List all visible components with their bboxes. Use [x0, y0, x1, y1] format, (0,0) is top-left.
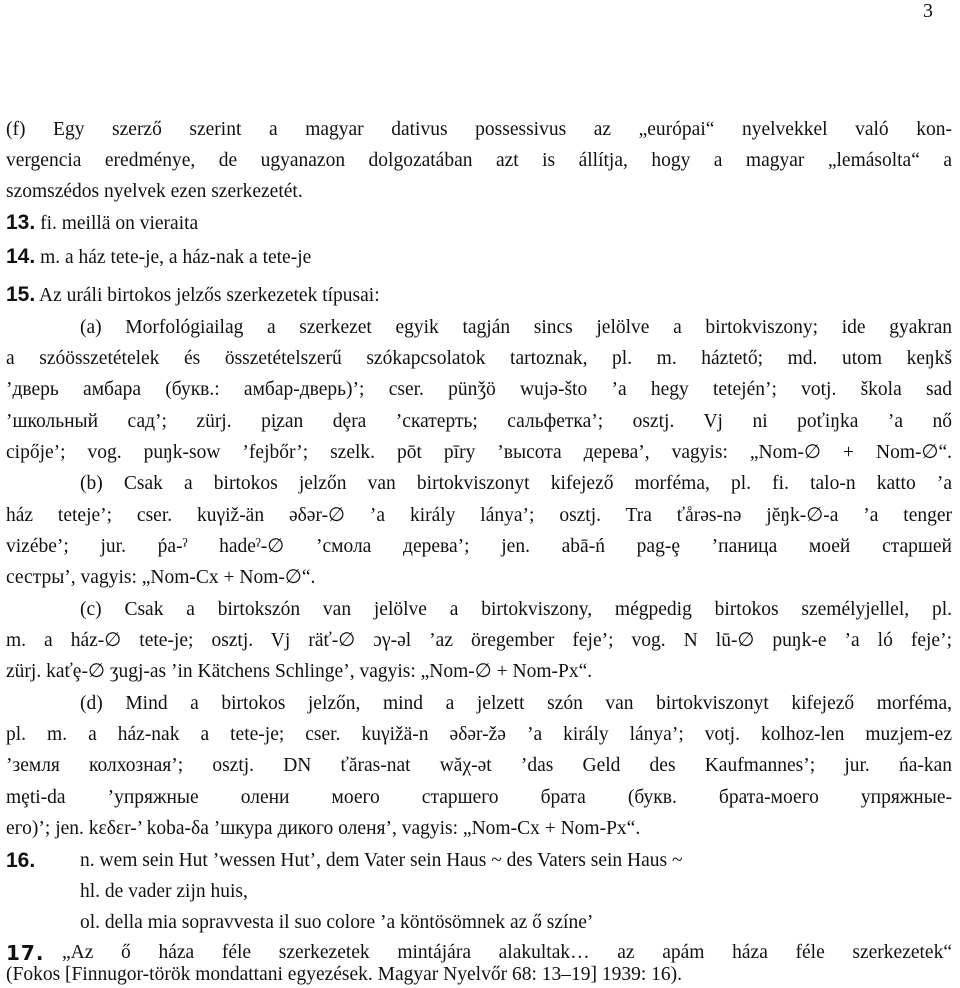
- text-line: ’дверь амбара (букв.: амбар-дверь)’; cser. pünǯö wujə-što ’a hegy tetején’; votj. škola sad: [6, 379, 952, 400]
- text-line: m. a ház-∅ tete-je; osztj. Vj räť-∅ ɔγ-əl ’az öregember feje’; vog. N lū-∅ puŋk-e ’a ló feje’;: [6, 630, 952, 651]
- item-text: m. a ház tete-je, a ház-nak a tete-je: [40, 247, 312, 268]
- text-line: ol. della mia sopravvesta il suo colore ’a köntösömnek az ő színe’: [80, 912, 594, 933]
- page-number: 3: [923, 0, 933, 22]
- text-line: ’школьный сад’; zürj. pi̮zan dȩra ’скатерть; сальфетка’; osztj. Vj ni poťiŋka ’a nő: [6, 411, 952, 432]
- item-13: [6, 210, 198, 237]
- item-15: [6, 282, 380, 309]
- text-line: ház teteje’; cser. kuγiž-än əδər-∅ ’a király lánya’; osztj. Tra ťårəs-nə jĕŋk-∅-a ’a tenger: [6, 505, 952, 526]
- text-line: mȩti-da ’упряжные олени моего старшего брата (букв. брата-моего упряжные-: [6, 787, 952, 808]
- text-line: ’земля колхозная’; osztj. DN ťăras-nat wăχ-ət ’das Geld des Kaufmannes’; jur. ńa-kan: [6, 755, 952, 776]
- text-line: сестры’, vagyis: „Nom-Cx + Nom-∅“.: [6, 567, 316, 588]
- text-line: szomszédos nyelvek ezen szerkezetét.: [6, 181, 303, 202]
- text-line: (a) Morfológiailag a szerkezet egyik tagján sincs jelölve a birtokviszony; ide gyakran: [80, 317, 952, 338]
- text-line: (d) Mind a birtokos jelzőn, mind a jelzett szón van birtokviszonyt kifejező morféma,: [80, 693, 952, 714]
- text-line: (f) Egy szerző szerint a magyar dativus possessivus az „európai“ nyelvekkel való kon-: [6, 119, 952, 140]
- text-line: zürj. kaťȩ-∅ ʒugj-as ’in Kätchens Schlinge’, vagyis: „Nom-∅ + Nom-Px“.: [6, 661, 593, 682]
- item-number: 13.: [6, 211, 36, 234]
- item-number: 17.: [6, 941, 45, 965]
- text-line: „Az ő háza féle szerkezetek mintájára alakultak… az apám háza féle szerkezetek“: [62, 942, 952, 963]
- text-line: (c) Csak a birtokszón van jelölve a birtokviszony, mégpedig birtokos személyjellel, pl.: [80, 599, 952, 620]
- text-line: его)’; jen. kεδεr-’ koba-δa ’шкура дикого оленя’, vagyis: „Nom-Cx + Nom-Px“.: [6, 818, 641, 839]
- text-line: a szóösszetételek és összetételszerű szókapcsolatok tartoznak, pl. m. háztető; md. utom keŋkš: [6, 348, 952, 369]
- text-line: vizébe’; jur. ṕa-ˀ hadeˀ-∅ ’смола дерева’; jen. abā-ń pag-ȩ ’паница моей старшей: [6, 536, 952, 557]
- item-text: Az uráli birtokos jelzős szerkezetek típusai:: [39, 285, 380, 306]
- item-number: 15.: [6, 283, 36, 306]
- text-line: (Fokos [Finnugor-török mondattani egyezések. Magyar Nyelvőr 68: 13–19] 1939: 16).: [6, 964, 683, 985]
- text-line: pl. m. a ház-nak a tete-je; cser. kuγižä-n əδər-žə ’a király lánya’; votj. kolhoz-len muzjem-ez: [6, 724, 952, 745]
- text-line: vergencia eredménye, de ugyanazon dolgozatában azt is állítja, hogy a magyar „lemásolta“ a: [6, 150, 952, 171]
- item-14: [6, 244, 311, 271]
- item-text: fi. meillä on vieraita: [40, 213, 199, 234]
- text-line: cipője’; vog. puŋk-sow ’fejbőr’; szelk. pōt pīry ’высота дерева’, vagyis: „Nom-∅ + Nom-∅“.: [6, 442, 952, 463]
- item-number: 14.: [6, 245, 36, 268]
- text-line: hl. de vader zijn huis,: [80, 881, 248, 902]
- item-number: 16.: [6, 849, 36, 872]
- text-line: n. wem sein Hut ’wessen Hut’, dem Vater sein Haus ~ des Vaters sein Haus ~: [80, 850, 683, 871]
- text-line: (b) Csak a birtokos jelzőn van birtokviszonyt kifejező morféma, pl. fi. talo-n katto ’a: [80, 473, 952, 494]
